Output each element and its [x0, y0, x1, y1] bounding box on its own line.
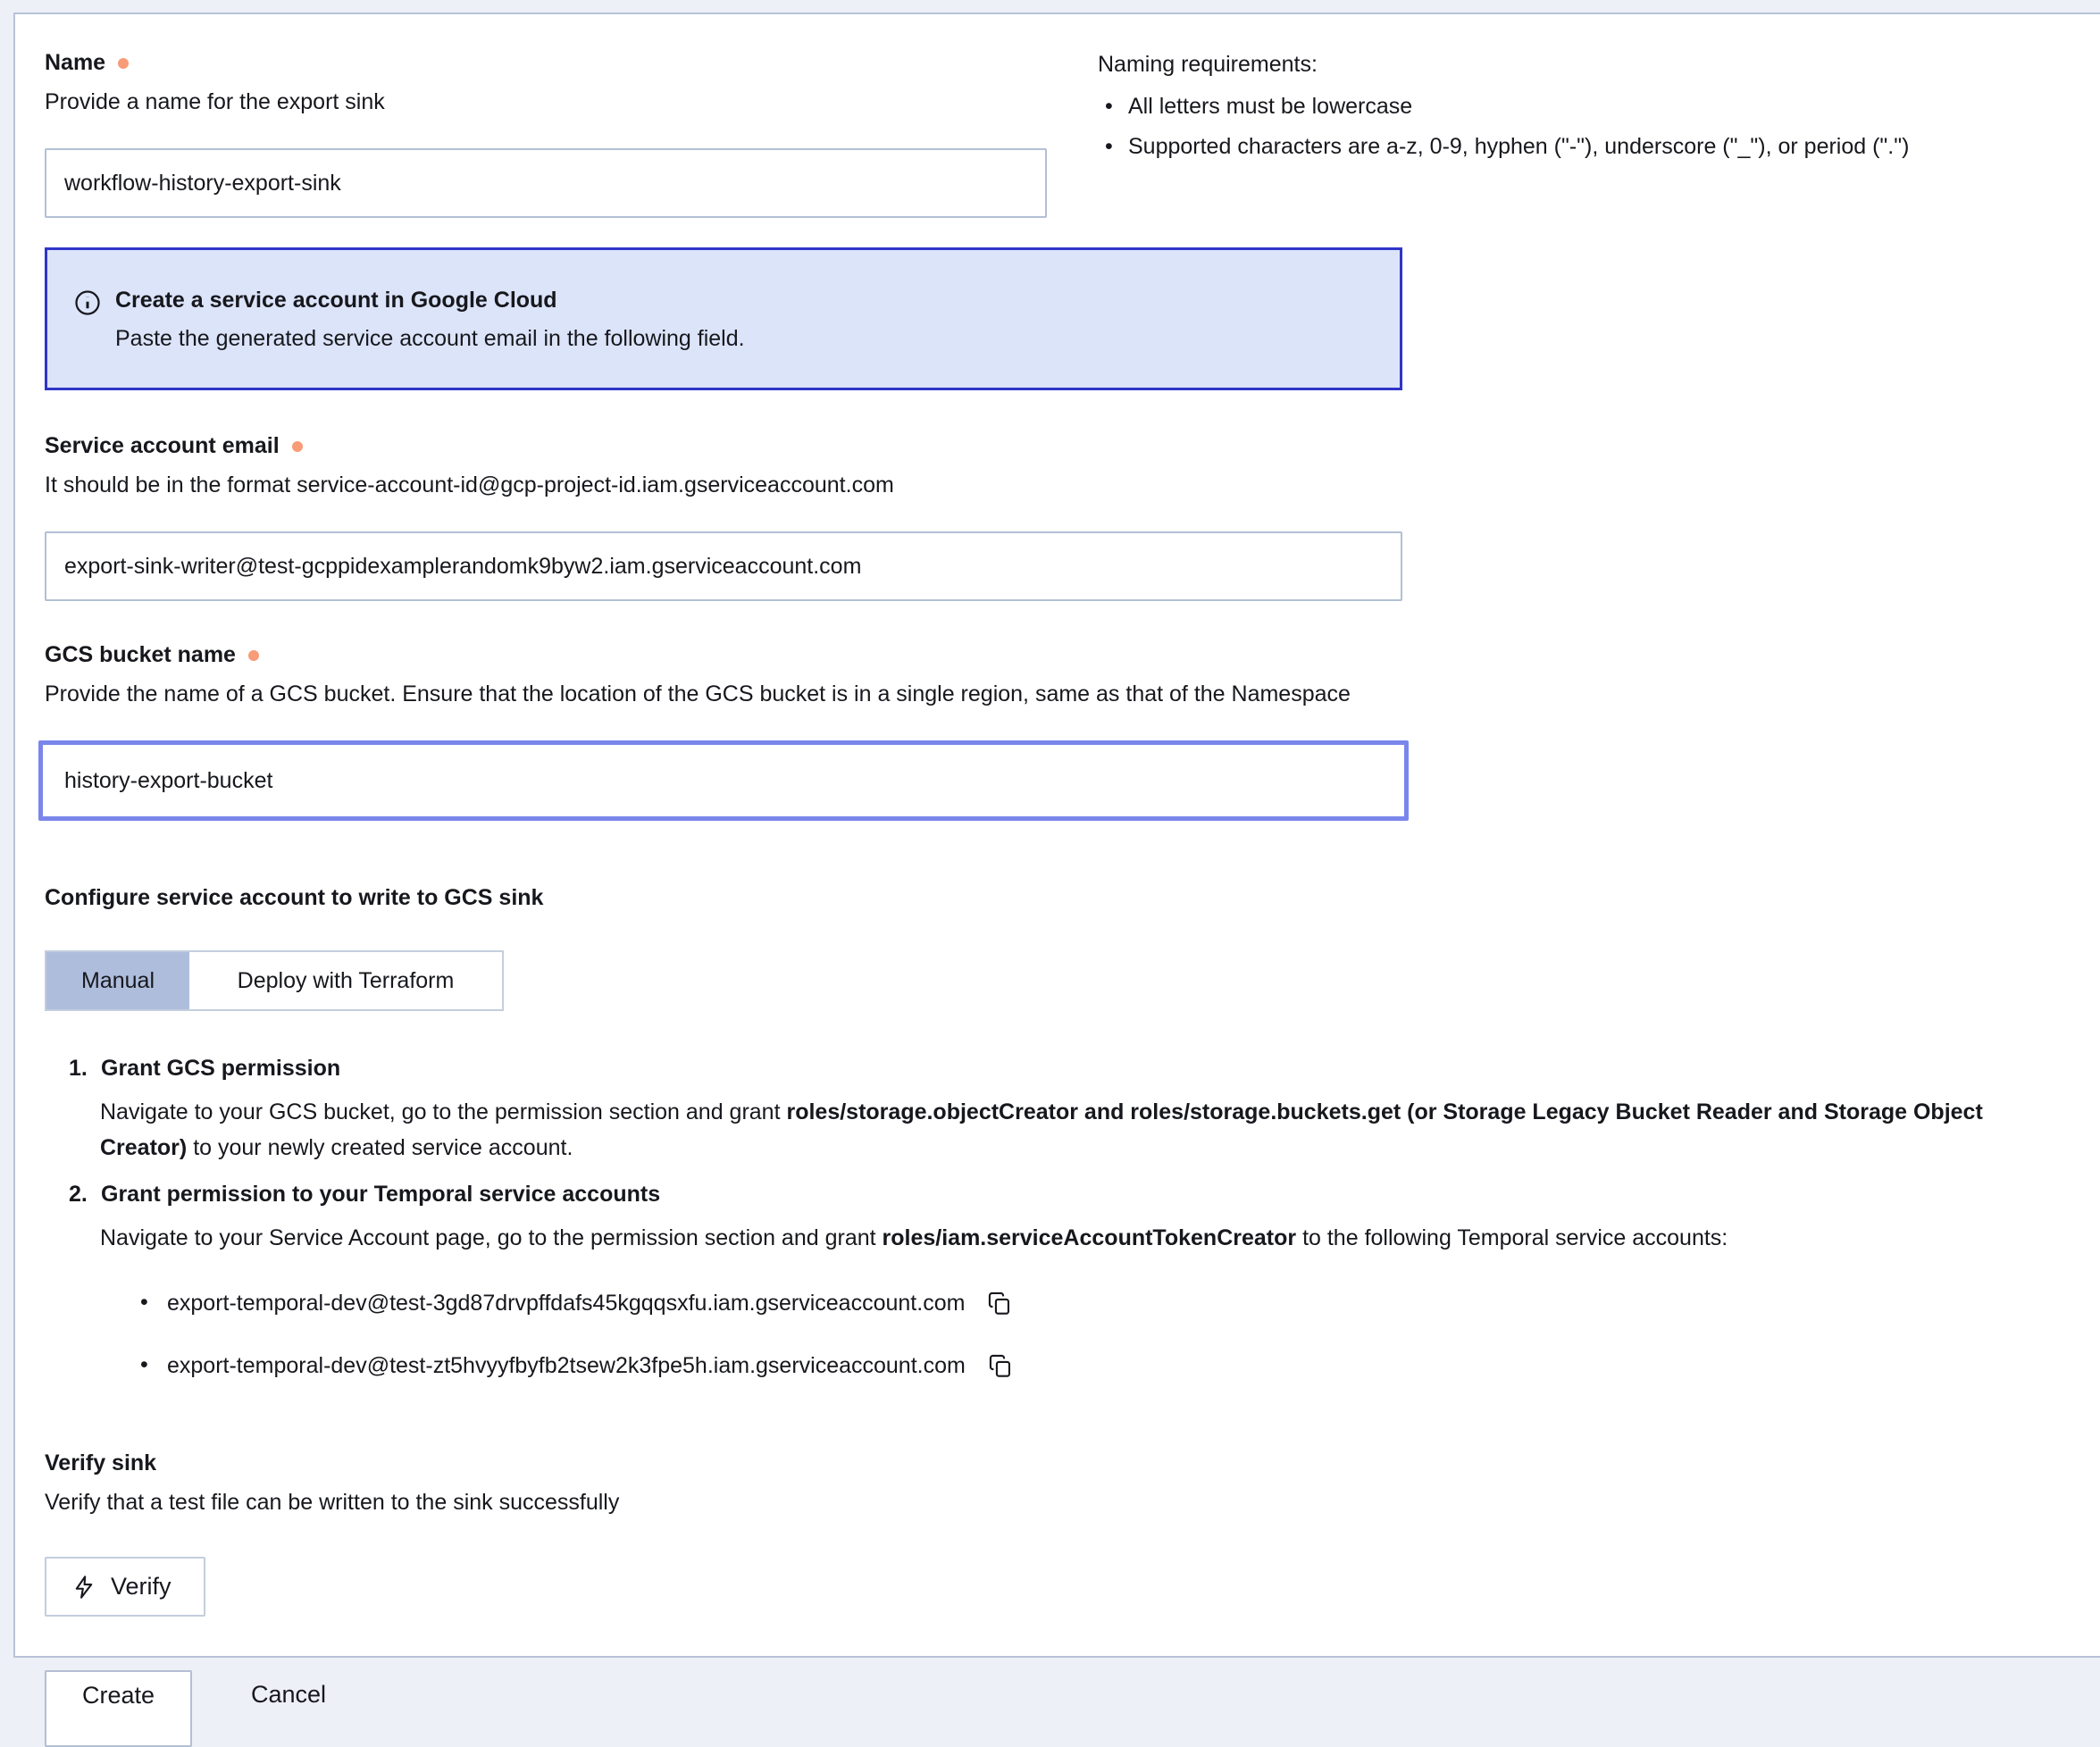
naming-requirement-item: • Supported characters are a-z, 0-9, hyphen ("-"), underscore ("_"), or period (".")	[1098, 134, 2100, 160]
info-icon	[74, 289, 101, 316]
tab-manual[interactable]: Manual	[46, 952, 189, 1009]
step-2-body	[100, 1220, 2047, 1256]
cancel-button-label: Cancel	[251, 1681, 326, 1708]
step-1-body	[100, 1094, 2047, 1166]
service-account-description: It should be in the format service-account-id@gcp-project-id.iam.gserviceaccount.com	[45, 472, 2100, 498]
configure-section-title: Configure service account to write to GCS sink	[45, 885, 2100, 911]
step-2-title-row	[69, 1182, 2100, 1208]
service-account-email-input[interactable]	[45, 531, 1402, 601]
step-1-number: 1.	[69, 1056, 101, 1082]
lightning-icon	[71, 1575, 96, 1600]
create-button[interactable]	[45, 1670, 192, 1747]
name-description: Provide a name for the export sink	[45, 89, 1047, 115]
list-item	[140, 1283, 2100, 1324]
step-1-body-bold: roles/storage.objectCreator and roles/storage.buckets.get (or Storage Legacy Bucket Reader and Storage Object Creator)	[100, 1099, 1983, 1160]
sink-name-input[interactable]	[45, 148, 1047, 218]
service-account-label-row	[45, 433, 2100, 459]
service-account-info-banner	[45, 247, 1402, 390]
export-sink-form-card	[13, 13, 2100, 1658]
temporal-service-account-email: • export-temporal-dev@test-zt5hvyyfbyfb2tsew2k3fpe5h.iam.gserviceaccount.com	[167, 1353, 966, 1379]
naming-requirement-item: • All letters must be lowercase	[1098, 94, 2100, 120]
step-2-number: 2.	[69, 1182, 101, 1208]
list-item	[140, 1345, 2100, 1386]
copy-button[interactable]	[984, 1288, 1015, 1318]
verify-button[interactable]	[45, 1557, 205, 1617]
deploy-method-tabs	[45, 950, 504, 1011]
name-field-label-row	[45, 50, 1047, 76]
temporal-service-account-email: • export-temporal-dev@test-3gd87drvpffdafs45kgqqsxfu.iam.gserviceaccount.com	[167, 1291, 965, 1317]
info-banner-title: Create a service account in Google Cloud	[115, 288, 745, 313]
step-1-body-suffix: to your newly created service account.	[187, 1135, 573, 1160]
step-2-body-bold: roles/iam.serviceAccountTokenCreator	[883, 1225, 1297, 1250]
step-2-body-suffix: to the following Temporal service accounts:	[1296, 1225, 1728, 1250]
required-dot-icon	[292, 441, 303, 452]
verify-button-label: Verify	[111, 1573, 172, 1601]
required-dot-icon	[248, 650, 259, 661]
copy-button[interactable]	[985, 1350, 1016, 1381]
gcs-bucket-name-label: GCS bucket name	[45, 642, 236, 668]
verify-sink-title: Verify sink	[45, 1450, 2100, 1476]
step-1-body-prefix: Navigate to your GCS bucket, go to the permission section and grant	[100, 1099, 786, 1124]
bucket-description: Provide the name of a GCS bucket. Ensure that the location of the GCS bucket is in a single region, same as that of the Namespace	[45, 681, 2100, 707]
temporal-service-account-list	[45, 1283, 2100, 1386]
naming-requirements-title: Naming requirements:	[1098, 52, 2100, 78]
copy-icon	[988, 1353, 1013, 1378]
service-account-email-label: Service account email	[45, 433, 280, 459]
name-label: Name	[45, 50, 105, 76]
step-1-title-row	[69, 1056, 2100, 1082]
step-1-title: Grant GCS permission	[101, 1056, 340, 1082]
copy-icon	[987, 1291, 1012, 1316]
cancel-button[interactable]	[251, 1681, 326, 1709]
manual-steps	[45, 1056, 2100, 1256]
step-2-title: Grant permission to your Temporal service accounts	[101, 1182, 660, 1208]
naming-requirements-list	[1098, 94, 2100, 160]
required-dot-icon	[118, 58, 129, 69]
step-2-body-prefix: Navigate to your Service Account page, go to the permission section and grant	[100, 1225, 883, 1250]
create-button-label: Create	[82, 1682, 155, 1709]
tab-deploy-with-terraform[interactable]: Deploy with Terraform	[189, 952, 502, 1009]
bucket-label-row	[45, 642, 2100, 668]
info-banner-description: Paste the generated service account email in the following field.	[115, 326, 745, 352]
verify-sink-description: Verify that a test file can be written to the sink successfully	[45, 1490, 2100, 1516]
gcs-bucket-name-input[interactable]	[38, 740, 1409, 821]
